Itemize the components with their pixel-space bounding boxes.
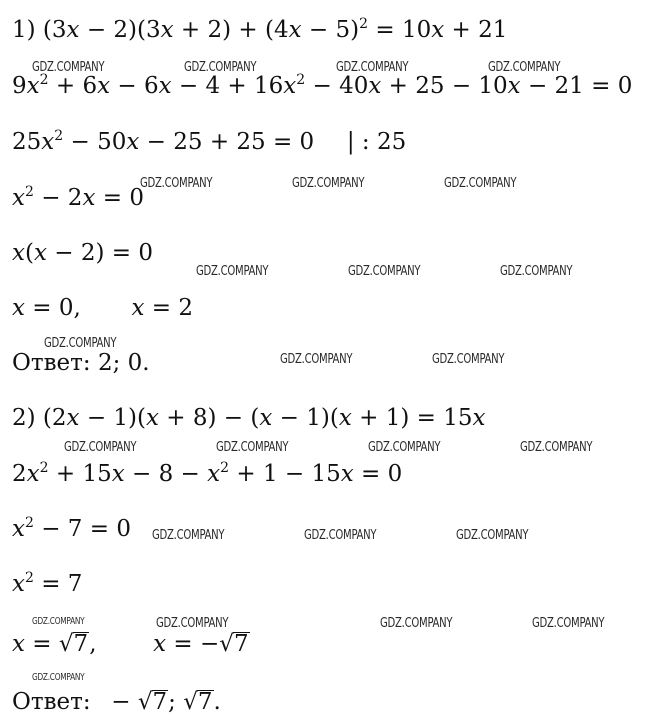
watermark: GDZ.COMPANY — [488, 60, 561, 75]
answer-1 — [12, 349, 150, 377]
step-roots: x = √7, x = −√7 — [12, 631, 249, 657]
watermark: GDZ.COMPANY — [292, 176, 365, 191]
sqrt-symbol: √ — [137, 689, 153, 715]
answer-label: Ответ: — [12, 350, 91, 376]
watermark: GDZ.COMPANY — [444, 176, 517, 191]
problem-2-equation: 2) (2x − 1)(x + 8) − (x − 1)(x + 1) = 15x — [12, 405, 486, 431]
watermark: GDZ.COMPANY — [380, 616, 453, 631]
step-expanded: $2x^2 + 15x - 8 - x^2 + 1 - 15x = 0$ — [12, 460, 403, 487]
problem-1-equation: 1) $(3x - 2)(3x + 2) + (4x - 5)^2 = 10x + 21$ — [12, 16, 508, 43]
problem-number: 2) — [12, 405, 36, 431]
watermark: GDZ.COMPANY — [520, 440, 593, 455]
divide-note: | : 25 — [346, 129, 407, 155]
step-isolated: $x^2 = 7$ — [12, 570, 83, 597]
step-simplified: $25x^2 - 50x - 25 + 25 = 0$ | : 25 — [12, 128, 407, 155]
watermark: GDZ.COMPANY — [140, 176, 213, 191]
watermark: GDZ.COMPANY — [304, 528, 377, 543]
watermark: GDZ.COMPANY — [156, 616, 229, 631]
step-roots: x = 0, x = 2 — [12, 295, 193, 321]
step-factored: x(x − 2) = 0 — [12, 240, 153, 266]
watermark: GDZ.COMPANY — [196, 264, 269, 279]
answer-value: 2; 0. — [97, 350, 150, 376]
watermark: GDZ.COMPANY — [44, 336, 117, 351]
watermark: GDZ.COMPANY — [348, 264, 421, 279]
answer-label: Ответ: — [12, 689, 91, 715]
watermark: GDZ.COMPANY — [32, 60, 105, 75]
sqrt-symbol: √ — [58, 631, 74, 657]
watermark: GDZ.COMPANY — [64, 440, 137, 455]
watermark: GDZ.COMPANY — [368, 440, 441, 455]
step-reduced: $x^2 - 2x = 0$ — [12, 184, 144, 211]
watermark: GDZ.COMPANY — [216, 440, 289, 455]
sqrt-symbol: √ — [183, 689, 198, 715]
step-reduced: $x^2 - 7 = 0$ — [12, 515, 131, 542]
sqrt-symbol: √ — [219, 631, 234, 657]
watermark: GDZ.COMPANY — [152, 528, 225, 543]
watermark: GDZ.COMPANY — [184, 60, 257, 75]
watermark: GDZ.COMPANY — [432, 352, 505, 367]
watermark: GDZ.COMPANY — [532, 616, 605, 631]
watermark: GDZ.COMPANY — [32, 616, 85, 627]
step-expanded: $9x^2 + 6x - 6x - 4 + 16x^2 - 40x + 25 - 10x - 21 = 0$ — [12, 72, 633, 99]
watermark: GDZ.COMPANY — [32, 672, 85, 683]
watermark: GDZ.COMPANY — [280, 352, 353, 367]
watermark: GDZ.COMPANY — [336, 60, 409, 75]
answer-2: Ответ: − √7; √7. — [12, 689, 221, 715]
problem-number: 1) — [12, 17, 36, 43]
watermark: GDZ.COMPANY — [456, 528, 529, 543]
watermark: GDZ.COMPANY — [500, 264, 573, 279]
